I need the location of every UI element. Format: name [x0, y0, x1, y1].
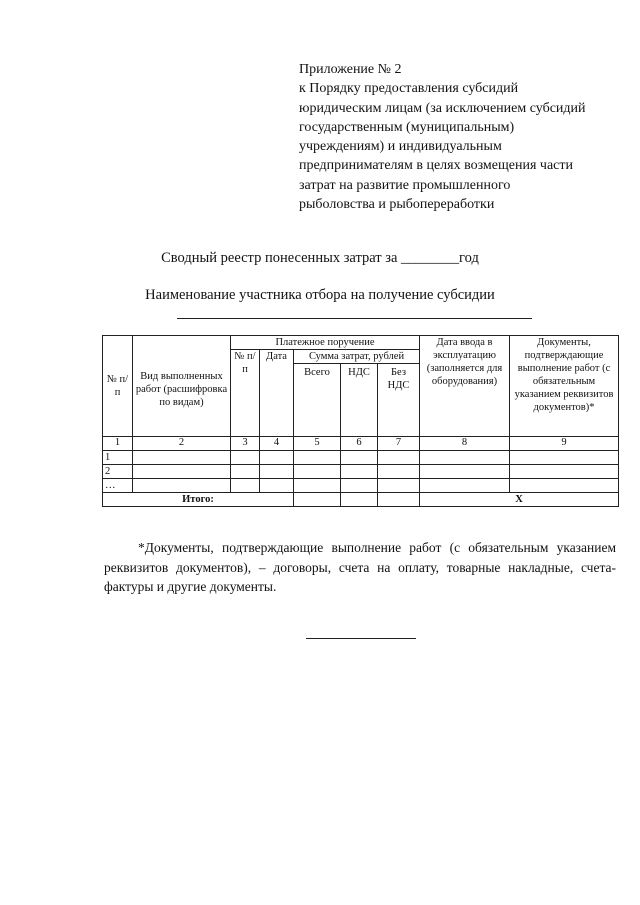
column-number: 9 [510, 437, 619, 451]
row-number: 2 [103, 465, 133, 479]
appendix-line: рыболовства и рыбопереработки [299, 197, 495, 213]
column-number: 6 [341, 437, 378, 451]
register-table [102, 335, 619, 507]
appendix-line: Приложение № 2 [299, 62, 402, 77]
appendix-line: государственным (муниципальным) [299, 119, 515, 135]
header-payment-date: Дата [260, 350, 294, 437]
register-title: Сводный реестр понесенных затрат за ________год [161, 250, 479, 266]
appendix-line: к Порядку предоставления субсидий [299, 81, 519, 97]
total-label: Итого: [103, 493, 294, 507]
participant-label: Наименование участника отбора на получение субсидии [145, 287, 495, 303]
column-number: 8 [420, 437, 510, 451]
row-number: 1 [103, 451, 133, 465]
table-row [103, 465, 619, 479]
column-number: 7 [378, 437, 420, 451]
column-number: 3 [231, 437, 260, 451]
header-payment-number: № п/п [231, 350, 260, 437]
appendix-header [299, 60, 619, 214]
appendix-line: затрат на развитие промышленного [299, 177, 511, 193]
header-vat: НДС [341, 364, 378, 437]
header-payment-order: Платежное поручение [231, 336, 420, 350]
column-number: 1 [103, 437, 133, 451]
appendix-line: юридическим лицам (за исключением субсидий [299, 100, 586, 116]
header-documents: Документы, подтверждающие выполнение работ (с обязательным указанием реквизитов документов)* [510, 336, 619, 437]
column-number: 4 [260, 437, 294, 451]
appendix-line: предпринимателям в целях возмещения части [299, 158, 574, 174]
header-sum: Сумма затрат, рублей [294, 350, 420, 364]
column-number: 5 [294, 437, 341, 451]
column-number: 2 [133, 437, 231, 451]
table-row [103, 451, 619, 465]
total-row [103, 493, 619, 507]
participant-name-line [177, 318, 532, 319]
header-commission-date: Дата ввода в эксплуатацию (заполняется для оборудования) [420, 336, 510, 437]
footnote: *Документы, подтверждающие выполнение работ (с обязательным указанием реквизитов документов), – договоры, счета на оплату, товарные накладные, счета-фактуры и другие документы. [104, 540, 616, 594]
row-number: … [103, 479, 133, 493]
header-row-number: № п/п [103, 336, 133, 437]
header-no-vat: Без НДС [378, 364, 420, 437]
table-row [103, 479, 619, 493]
appendix-line: учреждениям) и индивидуальным [299, 139, 502, 155]
closing-divider [306, 638, 416, 639]
header-work-type: Вид выполненных работ (расшифровка по видам) [133, 336, 231, 437]
header-sum-total: Всего [294, 364, 341, 437]
total-mark: X [420, 493, 619, 507]
